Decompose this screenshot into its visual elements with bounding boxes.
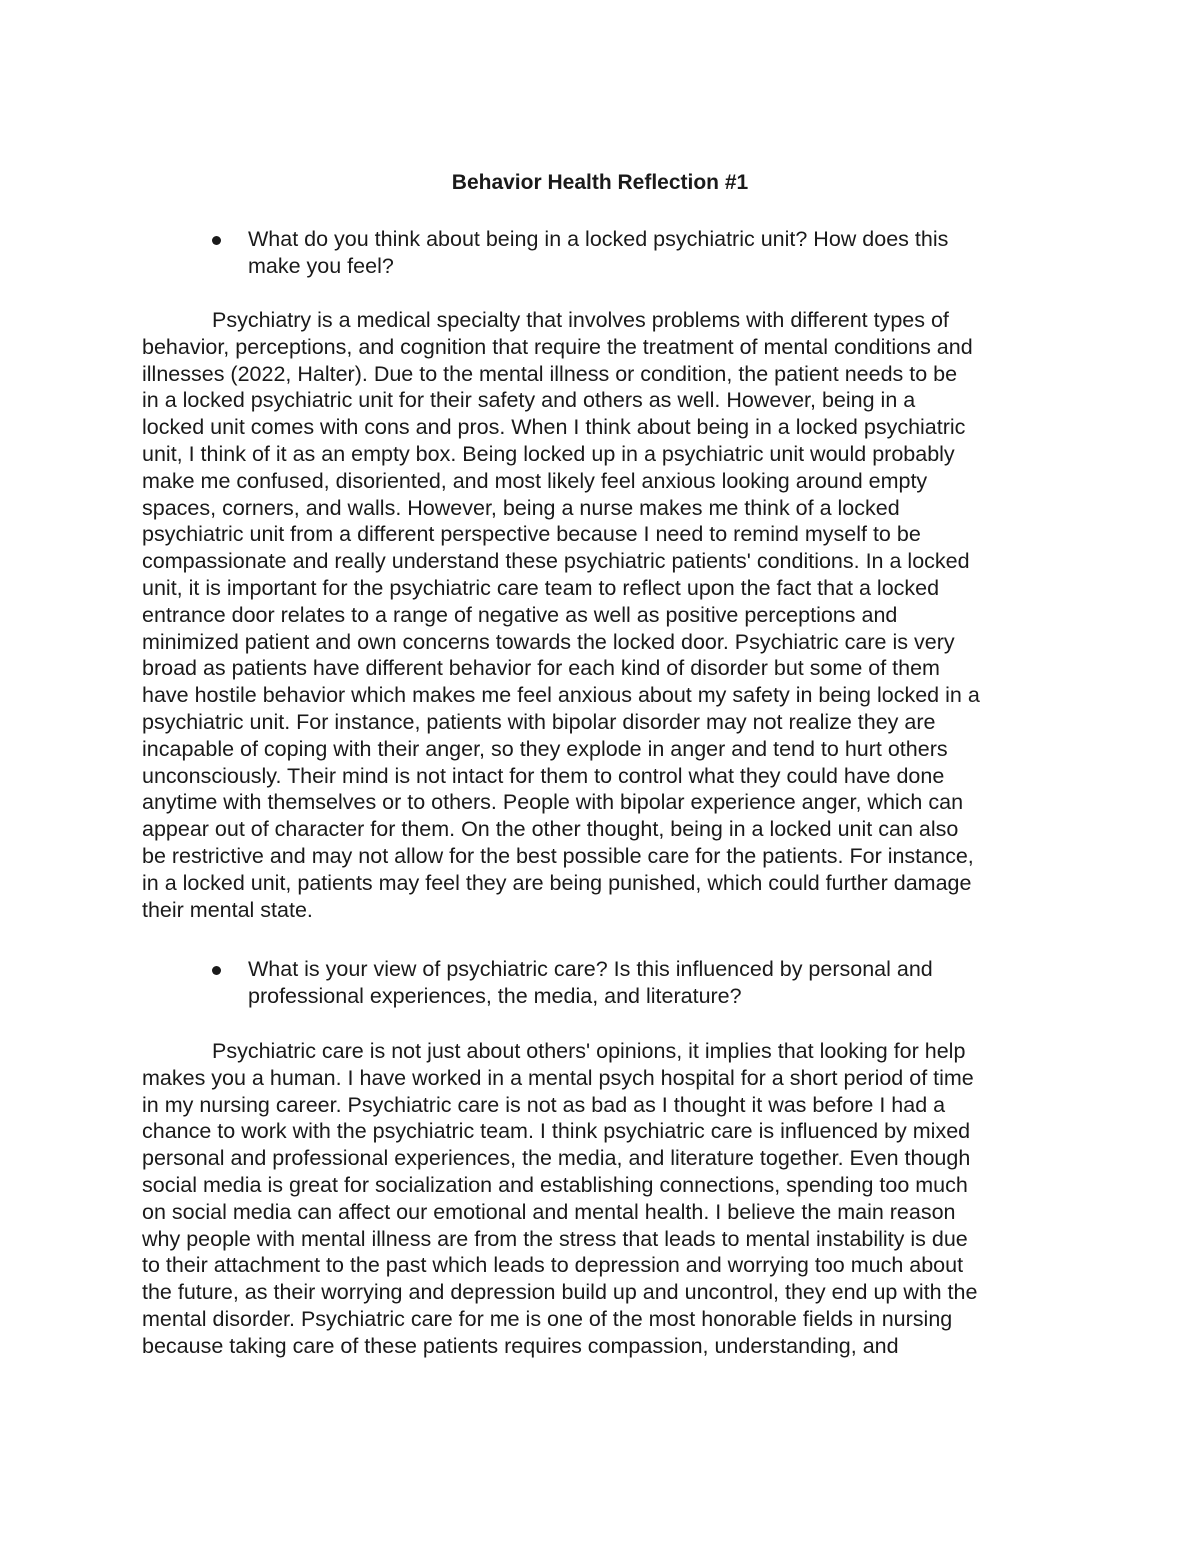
paragraph-line: locked unit comes with cons and pros. When I think about being in a locked psychiatric	[142, 415, 966, 440]
document-title: Behavior Health Reflection #1	[451, 171, 749, 194]
bullet-icon	[212, 236, 221, 245]
paragraph-line: to their attachment to the past which leads to depression and worrying too much about	[142, 1253, 964, 1278]
paragraph-line: Psychiatry is a medical specialty that involves problems with different types of	[212, 308, 949, 332]
question-2-line: professional experiences, the media, and literature?	[248, 984, 742, 1008]
paragraph-line: psychiatric unit from a different perspective because I need to remind myself to be	[142, 522, 921, 547]
paragraph-line: social media is great for socialization and establishing connections, spending too much	[142, 1172, 968, 1197]
answer-paragraph-2	[142, 1038, 1072, 1360]
paragraph-line: makes you a human. I have worked in a mental psych hospital for a short period of time	[142, 1065, 974, 1090]
paragraph-line: chance to work with the psychiatric team. I think psychiatric care is influenced by mixed	[142, 1119, 971, 1144]
paragraph-line: the future, as their worrying and depression build up and uncontrol, they end up with the	[142, 1280, 978, 1305]
paragraph-line: incapable of coping with their anger, so they explode in anger and tend to hurt others	[142, 736, 948, 761]
bullet-icon	[212, 966, 221, 975]
question-2	[248, 956, 1068, 1010]
question-2-line: What is your view of psychiatric care? Is this influenced by personal and	[248, 957, 933, 981]
paragraph-line: personal and professional experiences, the media, and literature together. Even though	[142, 1146, 971, 1171]
paragraph-line: minimized patient and own concerns towards the locked door. Psychiatric care is very	[142, 629, 955, 654]
paragraph-line: in a locked psychiatric unit for their safety and others as well. However, being in a	[142, 388, 916, 413]
paragraph-line: anytime with themselves or to others. People with bipolar experience anger, which can	[142, 790, 964, 815]
paragraph-line: entrance door relates to a range of negative as well as positive perceptions and	[142, 602, 898, 627]
question-1-line: make you feel?	[248, 254, 394, 278]
paragraph-line: behavior, perceptions, and cognition that require the treatment of mental conditions and	[142, 334, 973, 359]
paragraph-line: unconsciously. Their mind is not intact for them to control what they could have done	[142, 763, 945, 788]
paragraph-line: in my nursing career. Psychiatric care is not as bad as I thought it was before I had a	[142, 1092, 946, 1117]
paragraph-line: psychiatric unit. For instance, patients with bipolar disorder may not realize they are	[142, 709, 936, 734]
paragraph-line: their mental state.	[142, 897, 313, 922]
paragraph-line: on social media can affect our emotional and mental health. I believe the main reason	[142, 1199, 956, 1224]
paragraph-line: make me confused, disoriented, and most likely feel anxious looking around empty	[142, 468, 928, 493]
answer-paragraph-1	[142, 307, 1072, 923]
paragraph-line: mental disorder. Psychiatric care for me is one of the most honorable fields in nursing	[142, 1306, 953, 1331]
question-1-line: What do you think about being in a locked psychiatric unit? How does this	[248, 227, 949, 251]
paragraph-line: unit, it is important for the psychiatric care team to reflect upon the fact that a locked	[142, 575, 940, 600]
paragraph-line: Psychiatric care is not just about others' opinions, it implies that looking for help	[212, 1039, 966, 1063]
paragraph-line: have hostile behavior which makes me feel anxious about my safety in being locked in a	[142, 683, 980, 708]
paragraph-line: unit, I think of it as an empty box. Being locked up in a psychiatric unit would probably	[142, 441, 955, 466]
paragraph-line: illnesses (2022, Halter). Due to the mental illness or condition, the patient needs to be	[142, 361, 958, 386]
question-1	[248, 226, 1068, 280]
paragraph-line: in a locked unit, patients may feel they are being punished, which could further damage	[142, 870, 972, 895]
paragraph-line: because taking care of these patients requires compassion, understanding, and	[142, 1333, 899, 1358]
paragraph-line: broad as patients have different behavior for each kind of disorder but some of them	[142, 656, 940, 681]
paragraph-line: be restrictive and may not allow for the best possible care for the patients. For instance,	[142, 843, 974, 868]
paragraph-line: spaces, corners, and walls. However, being a nurse makes me think of a locked	[142, 495, 900, 520]
paragraph-line: compassionate and really understand these psychiatric patients' conditions. In a locked	[142, 549, 970, 574]
paragraph-line: why people with mental illness are from the stress that leads to mental instability is due	[142, 1226, 968, 1251]
paragraph-line: appear out of character for them. On the other thought, being in a locked unit can also	[142, 817, 959, 842]
